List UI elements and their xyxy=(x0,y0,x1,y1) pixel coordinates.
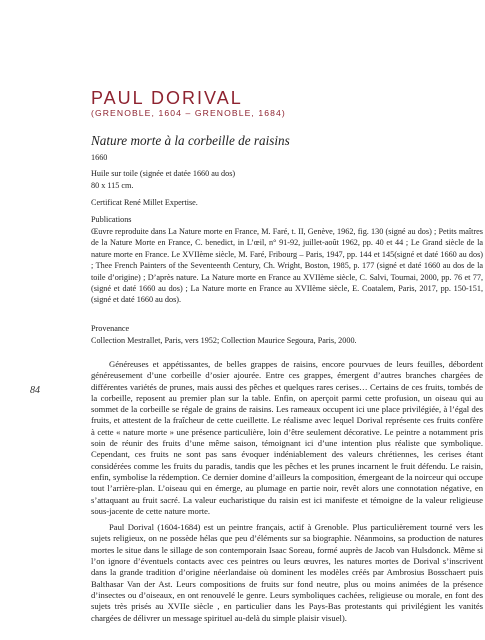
page-number: 84 xyxy=(30,385,40,396)
work-year: 1660 xyxy=(91,153,108,162)
publications-text: Œuvre reproduite dans La Nature morte en France, M. Faré, t. II, Genève, 1962, fig. 130 (signé au dos) ; Petits maîtres de la Nature Morte en France, C. benedict, in L’œil, n° 91-92, juillet-août 1962, pp. 40 et 44 ; Le Grand siècle de la nature morte en France. Le XVIIème siècle, M. Faré, Fribourg – Paris, 1947, pp. 144 et 145(signé et daté 1660 au dos) ; Thee French Painters of the Seventeenth Century, Ch. Wright, Boston, 1985, p. 177 (signé et daté 1660 au dos de la toile d’origine) ; D’après nature. La Nature morte en France au XVIIème siècle, C. Salvi, Tournai, 2000, pp. 76 et 77, (signé et daté 1660 au dos) ; La Nature morte en France au XVIIème siècle, E. Coatalem, Paris, 2017, pp. 150-151, (signé et daté 1660 au dos). xyxy=(91,227,483,305)
publications-heading: Publications xyxy=(91,215,132,224)
provenance-heading: Provenance xyxy=(91,324,130,333)
provenance-text: Collection Mestrallet, Paris, vers 1952; Collection Maurice Segoura, Paris, 2000. xyxy=(91,336,357,345)
certificate: Certificat René Millet Expertise. xyxy=(91,198,198,207)
artist-name: PAUL DORIVAL xyxy=(91,88,243,108)
essay-paragraph: Paul Dorival (1604-1684) est un peintre français, actif à Grenoble. Plus particulièrement tourné vers les sujets religieux, on ne possède hélas que peu d’éléments sur sa biographie. Néanmoins, sa production de natures mortes le situe dans le sillage de son contemporain Isaac Soreau, formé auprès de Jacob van Hulsdonck. Même si l’on ignore d’éventuels contacts avec ces peintres ou leurs œuvres, les natures mortes de Dorival s’inscrivent dans la grande tradition d’origine néerlandaise où dominent les modèles créés par Ambrosius Bosschaert puis Balthasar Van der Ast. Leurs compositions de fruits sur fond neutre, plus ou moins animées de la présence d’insectes ou d’oiseaux, en ont renouvelé le genre. Leurs symboliques cachées, religieuse ou morale, en font des sujets très prisés au XVIIe siècle , en particulier dans les Pays-Bas protestants qui privilégient les vanités chargées de délivrer un message spirituel au-delà du simple plaisir visuel). xyxy=(91,522,483,623)
work-medium: Huile sur toile (signée et datée 1660 au dos) xyxy=(91,169,236,178)
work-title: Nature morte à la corbeille de raisins xyxy=(91,133,290,148)
essay-paragraph: Généreuses et appétissantes, de belles grappes de raisins, encore pourvues de leurs feuilles, débordent généreusement d’une corbeille d’osier ajourée. Entre ces grappes, émergent d’autres branches chargées de différentes variétés de prunes, mais aussi des pêches et quelques rares cerises… Certains de ces fruits, tombés de la corbeille, reposent au premier plan sur la table. Enfin, on aperçoit parmi cette profusion, un oiseau qui au sommet de la corbeille se régale de grains de raisins. Les rameaux occupent ici une place privilégiée, à l’égal des fruits, et attestent de la fraîcheur de cette cueillette. Le réalisme avec lequel Dorival représente ces fruits confère à cette « nature morte » une présence particulière, loin d’être seulement décorative. Le peintre a notamment pris soin de réunir des fruits d’une même saison, témoignant ici d’une intention plus réaliste que symbolique. Cependant, ces fruits ne sont pas sans évoquer indéniablement des valeurs chrétiennes, les cerises étant considérées comme les fruits du paradis, tandis que les pêches et les prunes incarnent le fruit défendu. Le raisin, enfin, symbolise la rédemption. Ce dernier domine d’ailleurs la composition, émergeant de la noirceur qui occupe tout l’arrière-plan. L’oiseau qui en émerge, au plumage en partie noir, revêt alors une connotation négative, en s’attaquant au fruit sacré. La valeur eucharistique du raisin est ici manifeste et témoigne de la valeur religieuse sous-jacente de cette nature morte. xyxy=(91,359,483,516)
work-dimensions: 80 x 115 cm. xyxy=(91,181,134,190)
artist-dates: (GRENOBLE, 1604 – GRENOBLE, 1684) xyxy=(91,108,286,118)
essay xyxy=(91,359,483,624)
